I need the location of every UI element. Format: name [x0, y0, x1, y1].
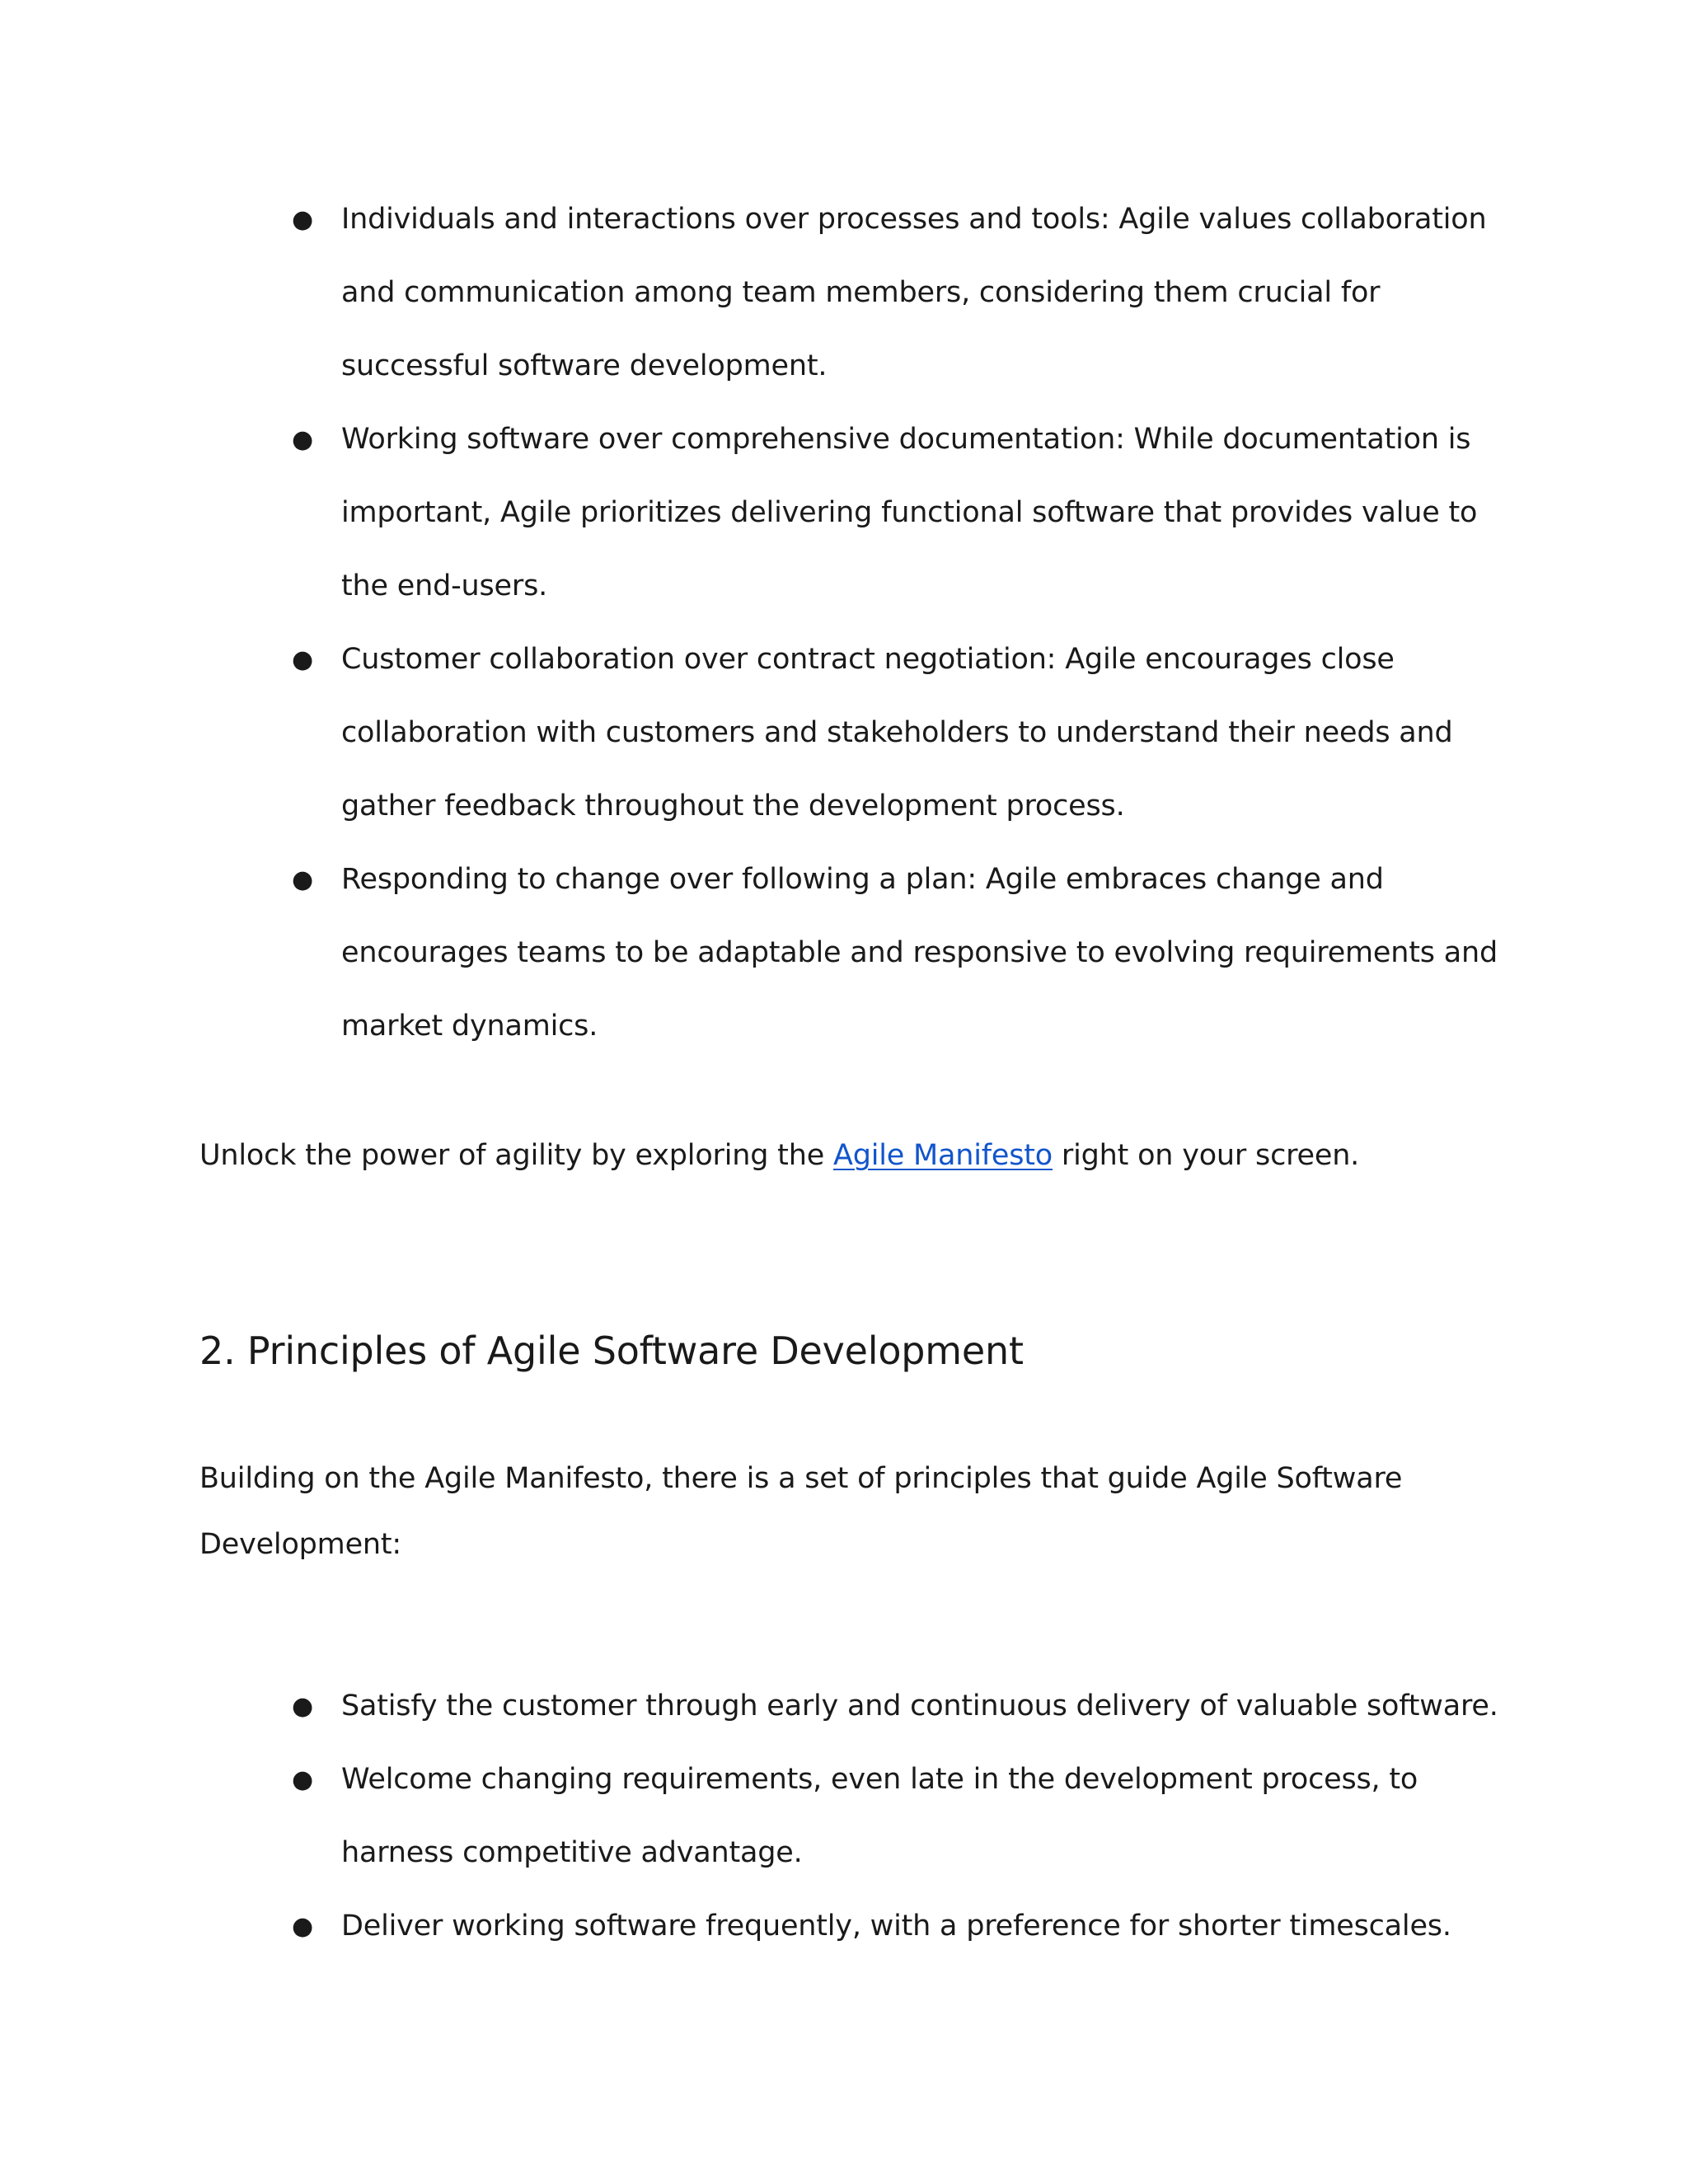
bullet-icon: ● — [292, 205, 313, 234]
list-item — [199, 623, 1502, 843]
bullet-icon: ● — [292, 1765, 313, 1794]
list-item-text: Customer collaboration over contract negotiation: Agile encourages close collaboration with customers and stakeholders to understand their needs and gather feedback throughout the development process. — [341, 643, 1453, 823]
list-item-text: Deliver working software frequently, with a preference for shorter timescales. — [341, 1910, 1451, 1943]
manifesto-cta-paragraph — [199, 1131, 1502, 1180]
cta-text-after: right on your screen. — [1053, 1139, 1360, 1172]
bullet-icon: ● — [292, 425, 313, 454]
bullet-icon: ● — [292, 865, 313, 894]
list-item — [199, 1890, 1502, 1963]
agile-principles-list — [199, 1670, 1502, 1963]
list-item-text: Welcome changing requirements, even late in the development process, to harness competitive advantage. — [341, 1763, 1418, 1869]
list-item — [199, 403, 1502, 623]
list-item — [199, 843, 1502, 1063]
list-item-text: Responding to change over following a plan: Agile embraces change and encourages teams to be adaptable and responsive to evolving requirements and market dynamics. — [341, 863, 1498, 1043]
list-item — [199, 183, 1502, 403]
bullet-icon: ● — [292, 645, 313, 674]
agile-manifesto-link[interactable]: Agile Manifesto — [832, 1139, 1053, 1172]
section-heading: 2. Principles of Agile Software Development — [199, 1329, 1024, 1373]
bullet-icon: ● — [292, 1692, 313, 1721]
bullet-icon: ● — [292, 1912, 313, 1941]
cta-text-before: Unlock the power of agility by exploring the — [199, 1139, 833, 1172]
list-item — [199, 1743, 1502, 1890]
list-item — [199, 1670, 1502, 1743]
list-item-text: Working software over comprehensive documentation: While documentation is important, Agile prioritizes delivering functional software that provides value to the end-users. — [341, 423, 1478, 602]
list-item-text: Satisfy the customer through early and continuous delivery of valuable software. — [341, 1690, 1498, 1722]
section-intro-paragraph: Building on the Agile Manifesto, there is a set of principles that guide Agile Software Development: — [199, 1462, 1403, 1561]
agile-values-list — [199, 183, 1502, 1063]
list-item-text: Individuals and interactions over processes and tools: Agile values collaboration and communication among team members, considering them crucial for successful software development. — [341, 203, 1487, 382]
